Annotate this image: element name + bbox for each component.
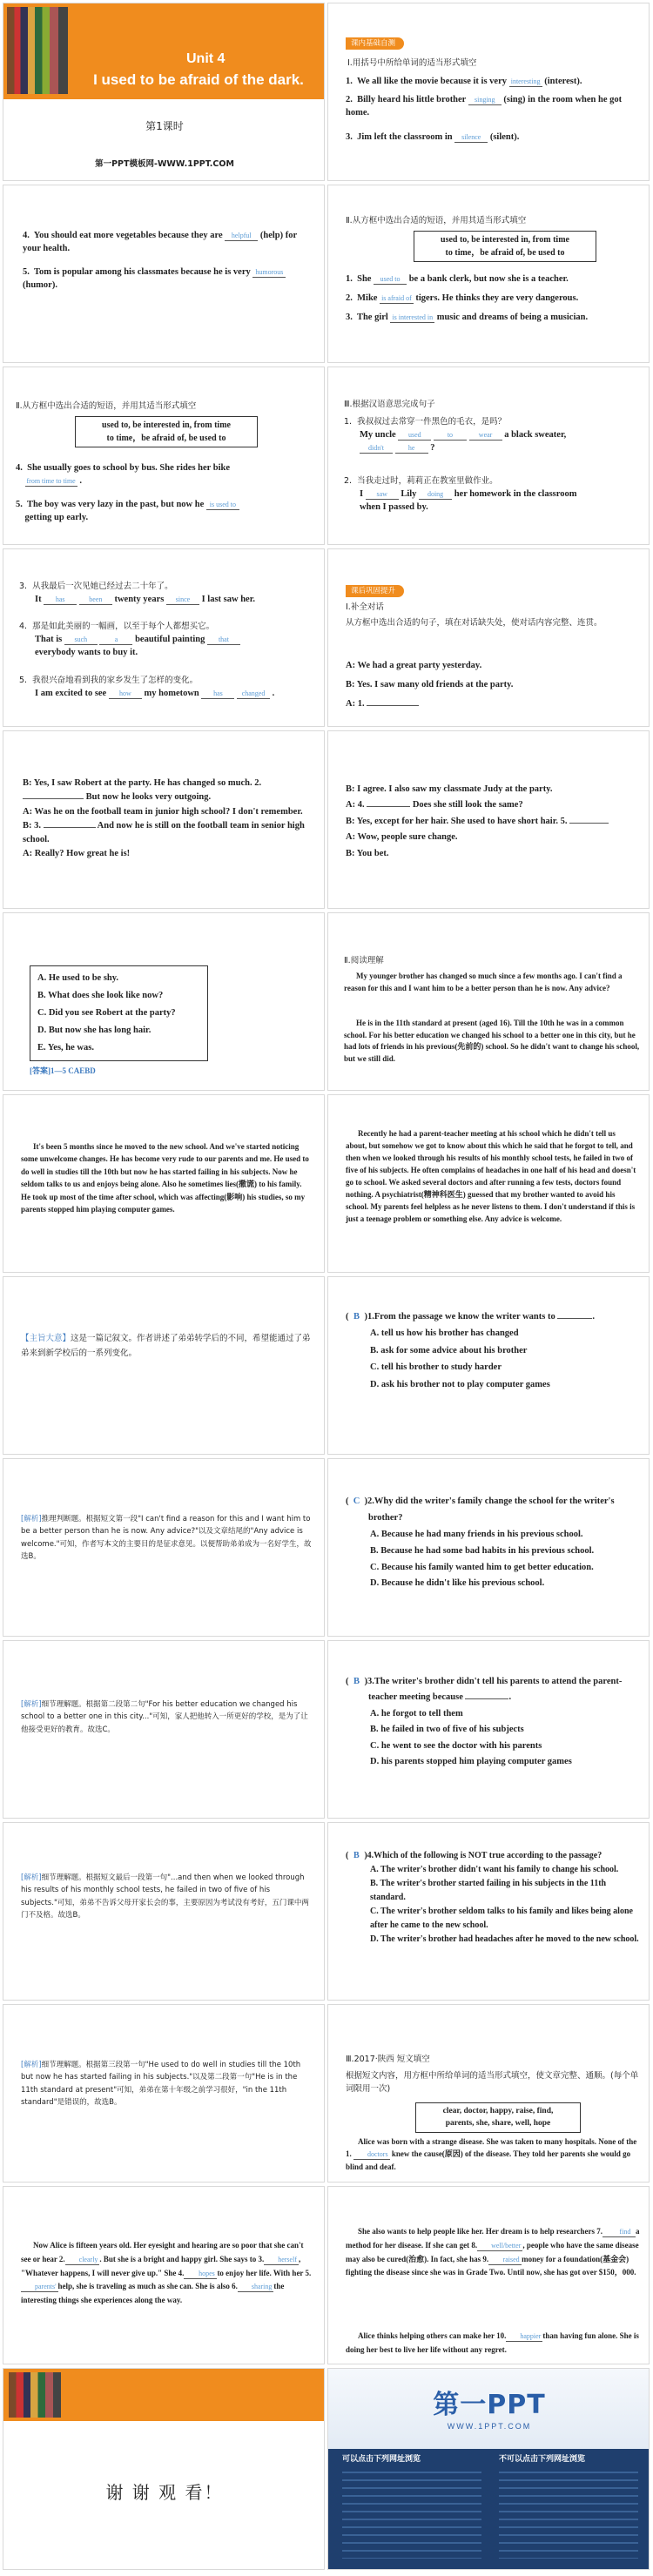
answer-letter: B xyxy=(353,1312,360,1322)
slide-14 xyxy=(327,1094,650,1273)
slide-13 xyxy=(3,1094,325,1273)
instructions: 从方框中选出合适的句子，填在对话缺失处，使对话内容完整、连贯。 xyxy=(346,618,603,628)
section-tag: 课后巩固提升 xyxy=(346,585,404,597)
option: A. He used to be shy. xyxy=(37,973,119,983)
passage-p3: She also wants to help people like her. Her dream is to help researchers 7. find a method for her disease. If she can get 8. well/better , people who have the same disease may also be cured(治愈). In fact, she has 9. raised money for a foundation(基金会) fighting the disease since she was in Grade Two. Until now, she has got over $150，000. xyxy=(346,2227,640,2277)
link-list-right xyxy=(499,2472,638,2559)
question-1: 1. 我叔叔过去常穿一件黑色的毛衣，是吗？ My uncle used to wear a black sweater, didn't he ? xyxy=(344,417,567,453)
section-heading: Ⅲ.根据汉语意思完成句子 xyxy=(344,400,435,409)
answer-key: [答案]1—5 CAEBD xyxy=(30,1066,96,1075)
dialogue-a: A: We had a great party yesterday. xyxy=(346,661,482,670)
phrase-box: used to, be interested in, from time to time，be afraid of, be used to xyxy=(414,231,596,262)
dialogue: B: I agree. I also saw my classmate Judy at the party. A: 4. Does she still look the same? B: Yes, except for her hair. She used to have short hair. 5. A: Wow, people sure change. B: You bet. xyxy=(346,782,642,862)
passage-p3: It's been 5 months since he moved to the new school. And we've started noticing some unwelcome changes. He has become very rude to our parents and me. He used to do well in studies till the 10th but now he has started failing in his subjects. Now he seldom talks to us and enjoys being alone. Also he sometimes lies(撒谎) to his family. He took up most of the time after school, which was affecting(影响) his studies, so my parents stopped him playing computer games. xyxy=(21,1142,309,1214)
question-1: 1. She used to be a bank clerk, but now she is a teacher. xyxy=(346,274,569,284)
dialogue-a1: A: 1. xyxy=(346,697,419,710)
slide-18 xyxy=(327,1458,650,1637)
slide-27-thanks xyxy=(3,2368,325,2570)
question-2: ( C )2.Why did the writer's family change the school for the writer's brother? A. Because he had many friends in his previous school. B. Because he had some bad habits in his previous school. C. Because his family wanted him to get better education. D. Because he didn't like his previous school. xyxy=(346,1494,642,1592)
slide-12 xyxy=(327,912,650,1091)
passage-p1: My younger brother has changed so much since a few months ago. I can't find a reason for this and I want him to be a better person than he is now. Any advice? xyxy=(344,972,623,992)
site-name: 第一PPT模板网-WWW.1PPT.COM xyxy=(95,159,234,169)
slide-21 xyxy=(3,1822,325,2001)
question-4: 4. 那是如此美丽的一幅画，以至于每个人都想买它。 That is such a beautiful painting that everybody wants to buy it. xyxy=(19,621,320,659)
phrase-box: used to, be interested in, from time to time，be afraid of, be used to xyxy=(75,416,258,447)
question-3: 3. 从我最后一次见她已经过去二十年了。 It has been twenty years since I last saw her. xyxy=(19,582,256,604)
main-idea: 【主旨大意】这是一篇记叙文。作者讲述了弟弟转学后的不同，希望能通过了弟弟来到新学校后的一系列变化。 xyxy=(21,1334,311,1359)
lesson-title: I used to be afraid of the dark. xyxy=(93,71,304,88)
slide-4 xyxy=(327,185,650,363)
slide-28-ad xyxy=(327,2368,650,2570)
thanks-text: 谢 谢 观 看！ xyxy=(105,2482,224,2503)
question-5: 5. The boy was very lazy in the past, but now he is used to getting up early. xyxy=(16,498,320,524)
analysis: [解析]细节理解题。根据第二段第二句"For his better education we changed his school to a better one in this city..."可知，家人把他转入一所更好的学校，是为了让他接受更好的教育。故选C。 xyxy=(21,1700,308,1734)
slide-10 xyxy=(327,730,650,909)
slide-22 xyxy=(327,1822,650,2001)
answer-letter: B xyxy=(353,1851,360,1860)
option: E. Yes, he was. xyxy=(37,1042,94,1053)
question-4: 4. You should eat more vegetables because they are helpful (help) for your health. xyxy=(23,231,297,254)
slide-25 xyxy=(3,2186,325,2364)
question-3: ( B )3.The writer's brother didn't tell his parents to attend the parent-teacher meeting because . A. he forgot to tell them B. he failed in two of five of his subjects C. he went to see the doctor with his parents D. his parents stopped him playing computer games xyxy=(346,1674,642,1770)
unit-label: Unit 4 xyxy=(186,51,226,66)
question-3: 3. The girl is interested in music and dreams of being a musician. xyxy=(346,313,589,322)
slide-2 xyxy=(327,3,650,181)
dialogue-b: B: Yes. I saw many old friends at the party. xyxy=(346,680,514,689)
options-box xyxy=(30,965,208,1061)
question-2: 2. 当我走过时，莉莉正在教室里做作业。 I saw Lily doing her homework in the classroom when I passed by. xyxy=(344,476,577,512)
option: B. What does she look like now? xyxy=(37,990,164,1000)
section-heading: Ⅱ.阅读理解 xyxy=(344,956,384,965)
question-5: 5. Tom is popular among his classmates because he is very humorous (humor). xyxy=(23,266,310,292)
passage-p2: Now Alice is fifteen years old. Her eyesight and hearing are so poor that she can't see or hear 2. clearly . But she is a bright and happy girl. She says to 3. herself , "Whatever happens, I will never give up." She 4. hopes to enjoy her life. With her 5.parents' help, she is traveling as much as she can. She is also 6. sharing the interesting things she experiences along the way. xyxy=(21,2241,312,2304)
question-4: 4. She usually goes to school by bus. She rides her bike from time to time . xyxy=(16,463,231,487)
section-heading: Ⅰ.用括号中所给单词的适当形式填空 xyxy=(347,58,477,68)
slide-6 xyxy=(327,367,650,545)
slide-11 xyxy=(3,912,325,1091)
slide-7 xyxy=(3,548,325,727)
section-heading: Ⅱ.从方框中选出合适的短语，并用其适当形式填空 xyxy=(16,401,197,411)
dialogue: B: Yes, I saw Robert at the party. He has changed so much. 2. But now he looks very outgoing. A: Was he on the football team in junior high school? I don't remember. B: 3. And now he is still on the football team in senior high school. A: Really? How great he is! xyxy=(23,778,305,859)
option: C. Did you see Robert at the party? xyxy=(37,1007,176,1018)
bookshelf-image xyxy=(7,7,68,94)
question-2: 2. Billy heard his little brother singing (sing) in the room when he got home. xyxy=(346,95,623,118)
question-2: 2. Mike is afraid of tigers. He thinks they are very dangerous. xyxy=(346,293,579,303)
section-heading: Ⅱ.从方框中选出合适的短语，并用其适当形式填空 xyxy=(346,216,527,225)
passage-p2: He is in the 11th standard at present (aged 16). Till the 10th he was in a common school. For his better education we changed his school to a better one in this city, but he had lots of friends in his previous(先前的) school. So he didn't want to change his school, but we still did. xyxy=(344,1019,640,1063)
link-list-left[interactable] xyxy=(342,2472,481,2559)
analysis: [解析]推理判断题。根据短文第一段"I can't find a reason for this and I want him to be a better person than he is now. Any advice?"以及文章结尾的"Any advice is welcome."可知，作者写本文的主要目的是征求意见。以便帮助弟弟成为一名好学生，故选B。 xyxy=(21,1515,312,1562)
section-heading: Ⅲ.2017·陕西 短文填空 xyxy=(346,2055,430,2064)
slide-26 xyxy=(327,2186,650,2364)
option: D. But now she has long hair. xyxy=(37,1025,151,1035)
lesson-number: 第1课时 xyxy=(145,120,184,132)
slide-8 xyxy=(327,548,650,727)
slide-17 xyxy=(3,1458,325,1637)
question-3: 3. Jim left the classroom in silence (silent). xyxy=(346,132,520,142)
question-1: 1. We all like the movie because it is very interesting (interest). xyxy=(346,77,582,86)
brand-url[interactable]: WWW.1PPT.COM xyxy=(447,2422,532,2431)
slide-24 xyxy=(327,2004,650,2183)
slide-5 xyxy=(3,367,325,545)
passage-p4: Recently he had a parent-teacher meeting at his school which he didn't tell us about, but somehow we got to know about this which he said that he forgot to tell, and then when we looked through his results of his monthly school tests, he failed in two of five of his subjects. He often complains of headaches in one half of his head and doesn't go to school. We asked several doctors and after running a few tests, doctors found nothing. A psychiatrist(精神科医生) guessed that my brother wanted to avoid his school. My parents feel helpless as he never listens to them. I don't understand if this is just a teenage problem or something else. Any advice is welcome. xyxy=(346,1129,636,1223)
slide-19 xyxy=(3,1640,325,1819)
bookshelf-image xyxy=(9,2372,61,2418)
section-heading: Ⅰ.补全对话 xyxy=(346,602,384,612)
answer-letter: B xyxy=(353,1677,360,1686)
question-1: ( B )1.From the passage we know the writer wants to . A. tell us how his brother has changed B. ask for some advice about his brother C. tell his brother to study harder D. ask his brother not to play computer games xyxy=(346,1308,642,1393)
slide-20 xyxy=(327,1640,650,1819)
analysis: [解析]细节理解题。根据第三段第一句"He used to do well in studies till the 10th but now he has started failing in his subjects."以及第二段第一句"He is in the 11th standard at present"可知，弟弟在第十年级之前学习很好，"in the 11th standard"是错误的，故选B。 xyxy=(21,2061,301,2108)
word-box: clear, doctor, happy, raise, find, parents, she, share, well, hope xyxy=(415,2102,581,2133)
analysis: [解析]细节理解题。根据短文最后一段第一句"...and then when we looked through his results of his monthly school tests, he failed in two of five of his subjects."可知，弟弟不告诉父母开家长会的事，主要原因为考试没有考好，五门课中两门不及格。故选B。 xyxy=(21,1873,309,1920)
slide-3 xyxy=(3,185,325,363)
slide-15 xyxy=(3,1276,325,1455)
section-tag: 课内基础自测 xyxy=(346,37,404,50)
slide-16 xyxy=(327,1276,650,1455)
passage-p4: Alice thinks helping others can make her 10. happier than having fun alone. She is doing her best to live her life without any regret. xyxy=(346,2331,639,2354)
slide-23 xyxy=(3,2004,325,2183)
passage-p1: Alice was born with a strange disease. She was taken to many hospitals. None of the 1. doctors knew the cause(原因) of the disease. They told her parents she would go blind and deaf. xyxy=(346,2137,637,2171)
slide-9 xyxy=(3,730,325,909)
slide-1-title xyxy=(3,3,325,181)
clickable-heading: 可以点击下列网址浏览 xyxy=(342,2455,421,2464)
brand-logo: 第一PPT xyxy=(433,2390,546,2420)
question-5: 5. 我很兴奋地看到我的家乡发生了怎样的变化。 I am excited to see how my hometown has changed . xyxy=(19,676,275,698)
nonclickable-heading: 不可以点击下列网址浏览 xyxy=(499,2455,586,2464)
instructions: 根据短文内容，用方框中所给单词的适当形式填空，使文章完整、通顺。(每个单词限用一次) xyxy=(346,2071,639,2095)
question-4: ( B )4.Which of the following is NOT true according to the passage? A. The writer's brother didn't want his family to change his school. B. The writer's brother started failing in his subjects in the 11th standard. C. The writer's brother seldom talks to his family and likes being alone after he came to the new school. D. The writer's brother had headaches after he moved to the new school. xyxy=(346,1851,639,1944)
answer-letter: C xyxy=(353,1497,360,1506)
